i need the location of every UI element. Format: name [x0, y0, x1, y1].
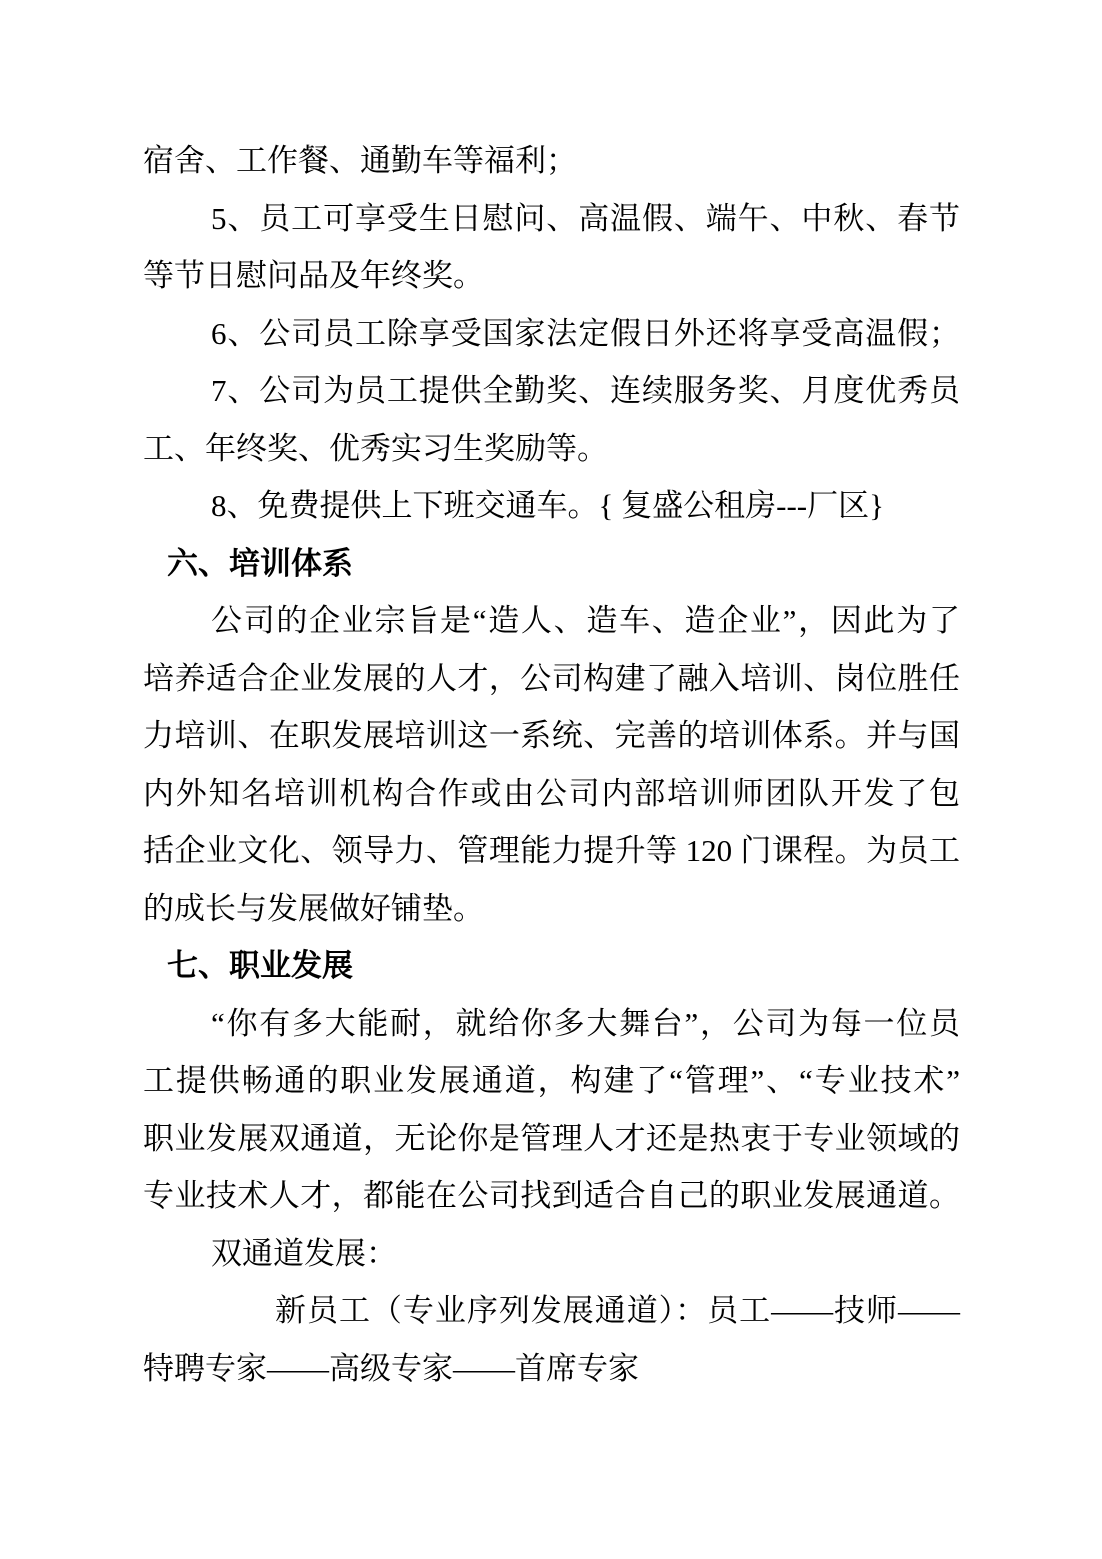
body-line: “你有多大能耐，就给你多大舞台”，公司为每一位员 — [211, 1005, 960, 1041]
document-content — [143, 132, 960, 1397]
body-line: 8、免费提供上下班交通车。{ 复盛公租房---厂区} — [211, 488, 884, 523]
section-heading-training-system: 六、培训体系 — [167, 545, 353, 581]
section-heading-career-development: 七、职业发展 — [167, 948, 353, 983]
body-line: 公司的企业宗旨是“造人、造车、造企业”，因此为了 — [211, 603, 960, 638]
body-line: 5、员工可享受生日慰问、高温假、端午、中秋、春节 — [211, 200, 960, 236]
body-line: 的成长与发展做好铺垫。 — [143, 890, 484, 926]
body-line: 力培训、在职发展培训这一系统、完善的培训体系。并与国 — [143, 718, 960, 753]
body-line: 工提供畅通的职业发展通道，构建了“管理”、“专业技术” — [143, 1063, 960, 1098]
body-line: 宿舍、工作餐、通勤车等福利； — [143, 143, 577, 178]
body-line: 双通道发展： — [211, 1235, 397, 1271]
body-line: 职业发展双通道，无论你是管理人才还是热衷于专业领域的 — [143, 1120, 960, 1156]
body-line: 工、年终奖、优秀实习生奖励等。 — [143, 430, 608, 466]
body-line: 新员工（专业序列发展通道）：员工——技师—— — [275, 1293, 960, 1328]
body-line: 6、公司员工除享受国家法定假日外还将享受高温假； — [211, 315, 960, 351]
body-line: 7、公司为员工提供全勤奖、连续服务奖、月度优秀员 — [211, 373, 960, 408]
body-line: 内外知名培训机构合作或由公司内部培训师团队开发了包 — [143, 775, 960, 811]
body-line: 培养适合企业发展的人才，公司构建了融入培训、岗位胜任 — [143, 660, 960, 696]
body-line: 专业技术人才，都能在公司找到适合自己的职业发展通道。 — [143, 1178, 960, 1213]
body-line: 括企业文化、领导力、管理能力提升等 120 门课程。为员工 — [143, 833, 960, 868]
body-line: 等节日慰问品及年终奖。 — [143, 258, 484, 293]
body-line: 特聘专家——高级专家——首席专家 — [143, 1350, 639, 1386]
